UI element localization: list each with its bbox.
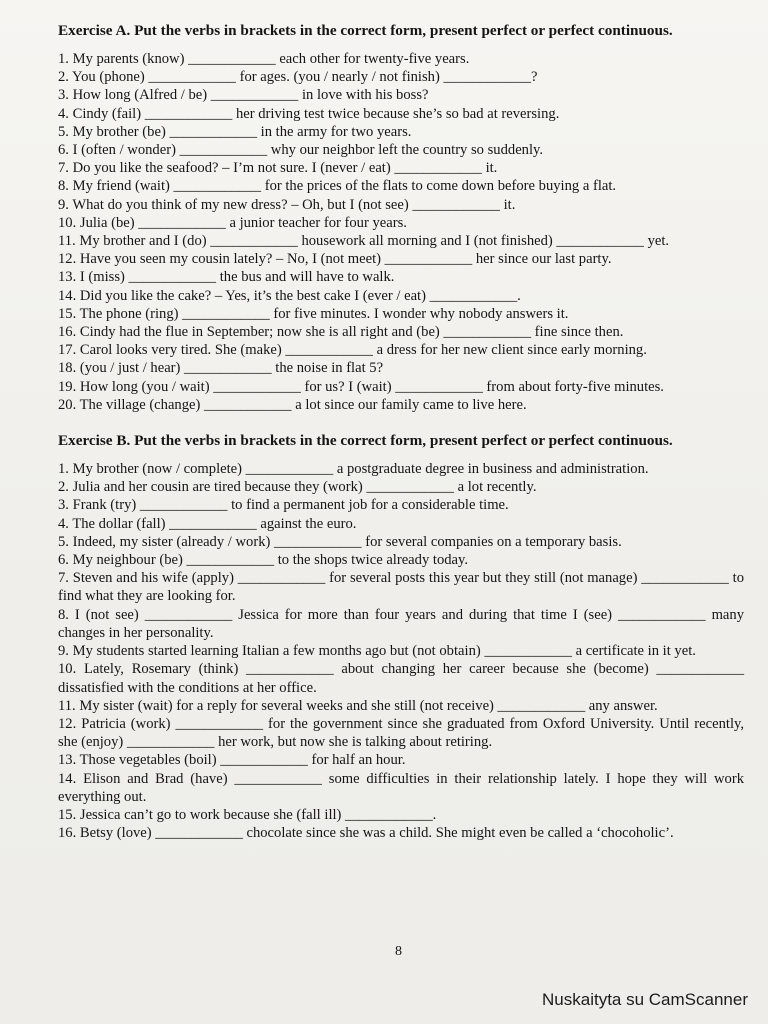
camscanner-watermark: Nuskaityta su CamScanner [542,990,748,1009]
exercise-a-item: 18. (you / just / hear) ____________ the noise in flat 5? [58,360,384,377]
exercise-a-item: 16. Cindy had the flue in September; now she is all right and (be) ____________ fine since then. [58,324,624,341]
exercise-b-item: 10. Lately, Rosemary (think) ____________ about changing her career because she (become) ____________ dissatisfied with the conditions at her office. [58,661,744,696]
exercise-a-item: 12. Have you seen my cousin lately? – No, I (not meet) ____________ her since our last party. [58,251,612,268]
worksheet-content [58,22,744,842]
exercise-a-item: 20. The village (change) ____________ a lot since our family came to live here. [58,396,527,413]
exercise-b-item: 14. Elison and Brad (have) ____________ some difficulties in their relationship lately. I hope they will work everything out. [58,770,744,805]
exercise-b-item: 7. Steven and his wife (apply) ____________ for several posts this year but they still (not manage) ____________ to find what they are looking for. [58,570,744,605]
exercise-a-list [58,50,744,414]
exercise-b-item: 4. The dollar (fall) ____________ against the euro. [58,515,357,532]
exercise-b-item: 1. My brother (now / complete) ____________ a postgraduate degree in business and administration. [58,461,649,478]
exercise-a-heading: Exercise A. Put the verbs in brackets in the correct form, present perfect or perfect continuous. [58,22,673,39]
exercise-a-item: 17. Carol looks very tired. She (make) ____________ a dress for her new client since early morning. [58,342,647,359]
page-number: 8 [395,944,402,959]
exercise-a-item: 8. My friend (wait) ____________ for the prices of the flats to come down before buying a flat. [58,178,617,195]
exercise-b-heading: Exercise B. Put the verbs in brackets in the correct form, present perfect or perfect continuous. [58,432,673,450]
exercise-a-item: 7. Do you like the seafood? – I’m not sure. I (never / eat) ____________ it. [58,160,498,177]
exercise-b-item: 2. Julia and her cousin are tired because they (work) ____________ a lot recently. [58,479,537,496]
exercise-a-item: 5. My brother (be) ____________ in the army for two years. [58,123,412,140]
exercise-a-item: 10. Julia (be) ____________ a junior teacher for four years. [58,214,407,231]
exercise-a-item: 1. My parents (know) ____________ each other for twenty-five years. [58,51,470,67]
exercise-b-item: 15. Jessica can’t go to work because she (fall ill) ____________. [58,806,437,823]
exercise-b-item: 3. Frank (try) ____________ to find a permanent job for a considerable time. [58,497,509,514]
exercise-a-item: 4. Cindy (fail) ____________ her driving test twice because she’s so bad at reversing. [58,105,560,122]
exercise-a-item: 13. I (miss) ____________ the bus and will have to walk. [58,269,395,286]
exercise-b-item: 9. My students started learning Italian a few months ago but (not obtain) ____________ a certificate in it yet. [58,643,696,660]
exercise-b-item: 8. I (not see) ____________ Jessica for more than four years and during that time I (see) ____________ many changes in her personality. [58,606,744,641]
exercise-a-item: 15. The phone (ring) ____________ for five minutes. I wonder why nobody answers it. [58,305,569,322]
exercise-a-item: 11. My brother and I (do) ____________ housework all morning and I (not finished) ____________ yet. [58,233,670,250]
exercise-b-item: 5. Indeed, my sister (already / work) ____________ for several companies on a temporary basis. [58,533,622,550]
exercise-b-item: 13. Those vegetables (boil) ____________ for half an hour. [58,752,406,769]
exercise-b-item: 16. Betsy (love) ____________ chocolate since she was a child. She might even be called a ‘chocoholic’. [58,825,674,842]
exercise-b-item: 6. My neighbour (be) ____________ to the shops twice already today. [58,552,469,569]
exercise-a-item: 9. What do you think of my new dress? – Oh, but I (not see) ____________ it. [58,196,516,213]
exercise-b-item: 12. Patricia (work) ____________ for the government since she graduated from Oxford University. Until recently, she (enjoy) ____________ her work, but now she is talking about retiring. [58,715,744,751]
exercise-a-item: 6. I (often / wonder) ____________ why our neighbor left the country so suddenly. [58,142,544,159]
exercise-b-item: 11. My sister (wait) for a reply for several weeks and she still (not receive) ____________ any answer. [58,697,658,714]
exercise-a-item: 3. How long (Alfred / be) ____________ in love with his boss? [58,87,429,104]
exercise-a-item: 19. How long (you / wait) ____________ for us? I (wait) ____________ from about forty-five minutes. [58,378,664,395]
exercise-a-item: 14. Did you like the cake? – Yes, it’s the best cake I (ever / eat) ____________. [58,287,521,304]
exercise-b-list [58,460,744,842]
exercise-a-item: 2. You (phone) ____________ for ages. (you / nearly / not finish) ____________? [58,69,538,86]
